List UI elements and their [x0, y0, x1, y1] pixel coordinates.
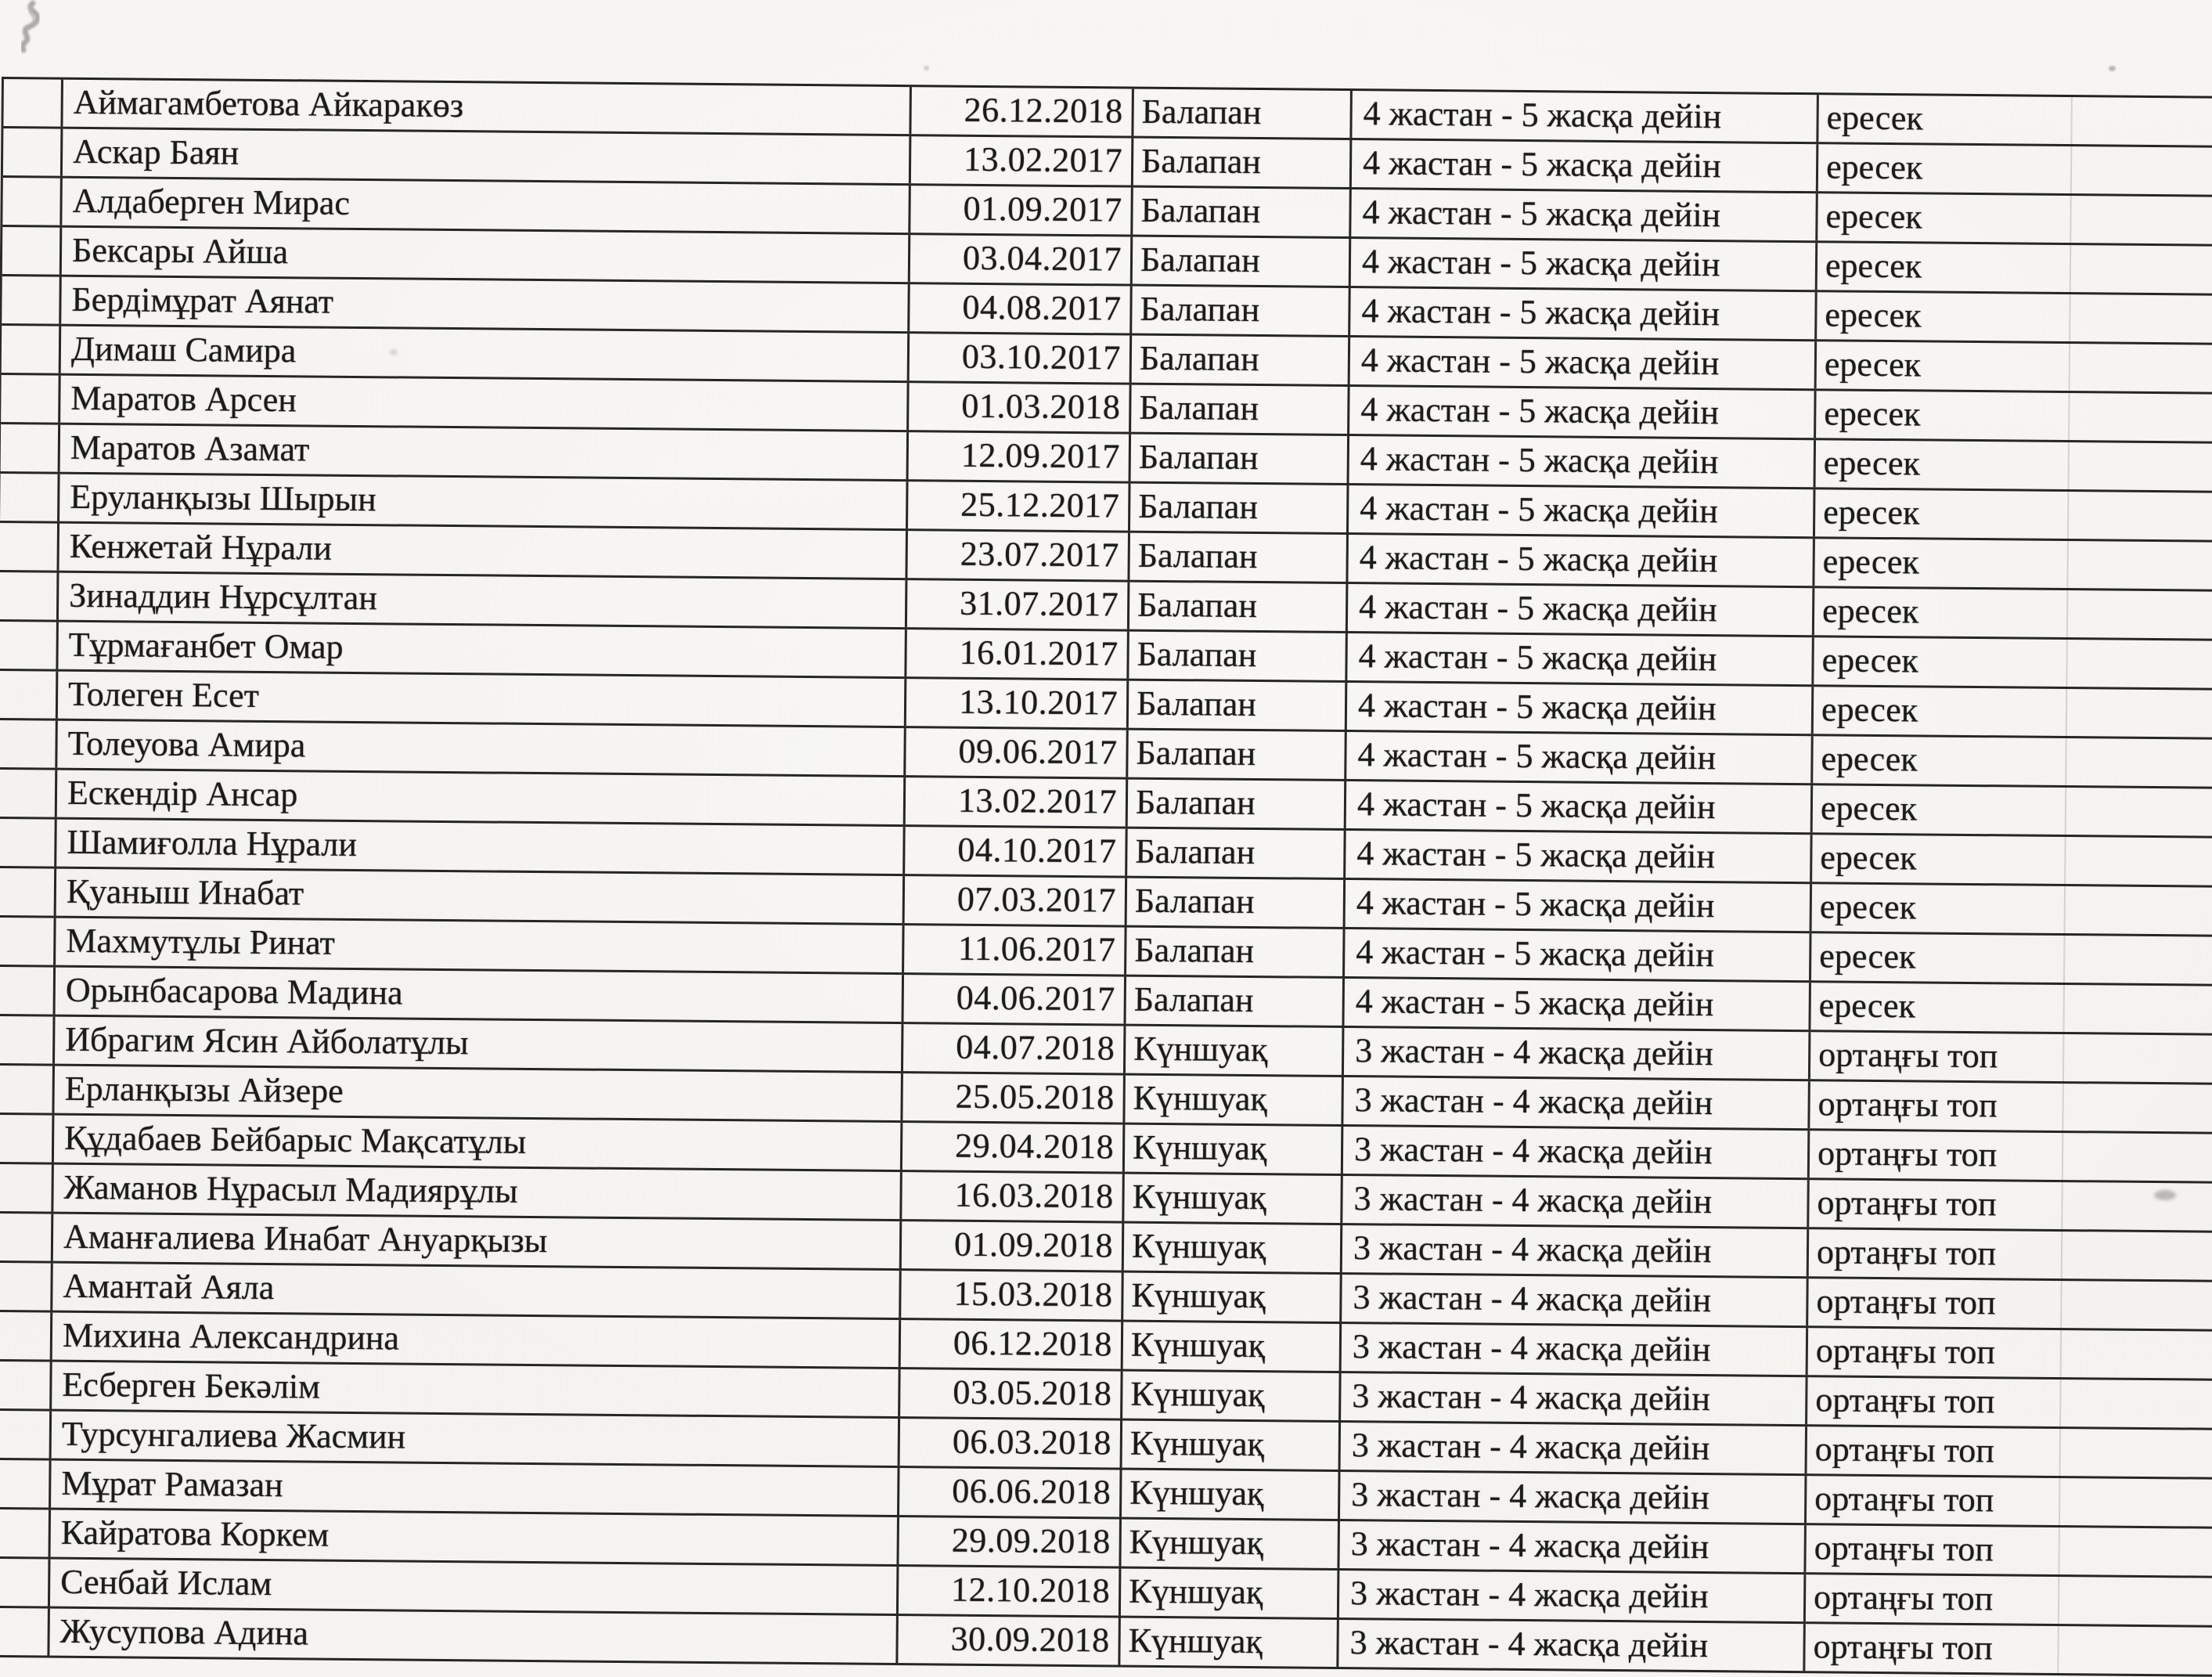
stage-cell: ортаңғы топ — [1807, 1180, 2062, 1229]
age-range-cell: 4 жастан - 5 жасқа дейін — [1347, 387, 1814, 438]
name-cell: Маратов Азамат — [58, 425, 906, 479]
name-cell: Бердімұрат Аянат — [59, 277, 907, 331]
dob-cell: 23.07.2017 — [905, 531, 1128, 579]
name-cell: Махмутұлы Ринат — [53, 918, 902, 972]
stage-cell: ересек — [1811, 637, 2066, 687]
row-number-cell — [0, 523, 57, 571]
age-range-cell: 3 жастан - 4 жасқа дейін — [1336, 1620, 1803, 1671]
dob-cell: 13.02.2017 — [903, 777, 1126, 826]
row-number-cell — [2, 227, 60, 275]
trailing-cell — [2069, 344, 2212, 392]
group-cell: Күншуақ — [1122, 1224, 1341, 1272]
trailing-cell — [2068, 393, 2212, 442]
trailing-cell — [2065, 788, 2212, 836]
dob-cell: 07.03.2017 — [902, 876, 1126, 925]
group-cell: Балапан — [1126, 780, 1345, 828]
age-range-cell: 3 жастан - 4 жасқа дейін — [1337, 1571, 1804, 1621]
name-cell: Тұрмағанбет Омар — [56, 622, 904, 676]
stage-cell: ортаңғы топ — [1805, 1426, 2060, 1476]
group-cell: Балапан — [1124, 928, 1343, 976]
group-cell: Балапан — [1123, 977, 1342, 1026]
age-range-cell: 4 жастан - 5 жасқа дейін — [1342, 979, 1809, 1030]
age-range-cell: 4 жастан - 5 жасқа дейін — [1348, 337, 1815, 388]
dob-cell: 30.09.2018 — [895, 1616, 1119, 1664]
stage-cell: ересек — [1810, 835, 2065, 884]
stage-cell: ересек — [1811, 687, 2066, 736]
group-cell: Балапан — [1126, 681, 1346, 730]
group-cell: Күншуақ — [1122, 1076, 1342, 1124]
group-cell: Күншуақ — [1120, 1372, 1339, 1420]
row-number-cell — [2, 178, 60, 225]
age-range-cell: 4 жастан - 5 жасқа дейін — [1345, 683, 1812, 734]
name-cell: Аманғалиева Инабат Ануарқызы — [51, 1214, 899, 1268]
row-number-cell — [2, 276, 59, 324]
dob-cell: 04.06.2017 — [902, 975, 1125, 1023]
name-cell: Турсунгалиева Жасмин — [49, 1412, 898, 1466]
name-cell: Бексары Айша — [59, 228, 908, 282]
trailing-cell — [2058, 1577, 2212, 1625]
group-cell: Күншуақ — [1120, 1421, 1339, 1470]
trailing-cell — [2064, 886, 2212, 935]
trailing-cell — [2070, 146, 2212, 195]
dob-cell: 13.02.2017 — [909, 136, 1132, 185]
name-cell: Михина Александрина — [50, 1313, 899, 1367]
name-cell: Кенжетай Нұрали — [56, 524, 905, 578]
children-roster-table — [0, 77, 2212, 1677]
row-number-cell — [0, 474, 58, 521]
trailing-cell — [2069, 294, 2212, 343]
age-range-cell: 3 жастан - 4 жасқа дейін — [1339, 1275, 1807, 1325]
dob-cell: 03.05.2018 — [898, 1369, 1121, 1418]
stage-cell: ересек — [1809, 933, 2064, 983]
name-cell: Алдаберген Мирас — [59, 179, 908, 233]
stage-cell: ортаңғы топ — [1803, 1525, 2059, 1574]
row-number-cell — [0, 819, 55, 867]
age-range-cell: 3 жастан - 4 жасқа дейін — [1342, 1028, 1809, 1079]
group-cell: Күншуақ — [1121, 1322, 1340, 1371]
age-range-cell: 4 жастан - 5 жасқа дейін — [1346, 485, 1814, 536]
dob-cell: 13.10.2017 — [904, 679, 1127, 727]
group-cell: Балапан — [1127, 533, 1346, 582]
dob-cell: 06.06.2018 — [897, 1468, 1120, 1517]
name-cell: Қуаныш Инабат — [54, 869, 902, 923]
dob-cell: 01.09.2017 — [908, 186, 1131, 234]
name-cell: Шамиғолла Нұрали — [54, 820, 902, 874]
group-cell: Балапан — [1129, 336, 1349, 384]
age-range-cell: 4 жастан - 5 жасқа дейін — [1342, 929, 1810, 980]
age-range-cell: 3 жастан - 4 жасқа дейін — [1338, 1423, 1806, 1473]
stage-cell: ортаңғы топ — [1806, 1328, 2061, 1377]
trailing-cell — [2065, 738, 2212, 787]
row-number-cell — [0, 1164, 52, 1212]
trailing-cell — [2058, 1527, 2212, 1576]
group-cell: Балапан — [1130, 237, 1349, 286]
pencil-smudge — [6, 0, 61, 70]
dob-cell: 25.12.2017 — [906, 481, 1129, 530]
dob-cell: 06.03.2018 — [898, 1419, 1121, 1467]
stage-cell: ортаңғы топ — [1807, 1081, 2062, 1131]
trailing-cell — [2059, 1429, 2212, 1477]
stage-cell: ересек — [1816, 95, 2071, 144]
dob-cell: 31.07.2017 — [905, 580, 1128, 629]
trailing-cell — [2062, 985, 2212, 1033]
age-range-cell: 4 жастан - 5 жасқа дейін — [1345, 633, 1812, 684]
stage-cell: ересек — [1812, 539, 2067, 588]
row-number-cell — [0, 1016, 53, 1064]
age-range-cell: 3 жастан - 4 жасқа дейін — [1340, 1225, 1807, 1276]
trailing-cell — [2059, 1379, 2212, 1428]
stage-cell: ортаңғы топ — [1807, 1131, 2062, 1180]
age-range-cell: 3 жастан - 4 жасқа дейін — [1338, 1472, 1805, 1523]
stage-cell: ортаңғы топ — [1807, 1229, 2062, 1278]
stage-cell: ересек — [1814, 292, 2070, 341]
group-cell: Балапан — [1131, 139, 1350, 187]
name-cell: Орынбасарова Мадина — [53, 968, 902, 1022]
stage-cell: ересек — [1810, 884, 2065, 933]
age-range-cell: 3 жастан - 4 жасқа дейін — [1341, 1077, 1808, 1128]
age-range-cell: 3 жастан - 4 жасқа дейін — [1339, 1324, 1807, 1375]
trailing-cell — [2057, 1626, 2212, 1675]
trailing-cell — [2062, 1084, 2212, 1132]
age-range-cell: 4 жастан - 5 жасқа дейін — [1344, 781, 1811, 832]
age-range-cell: 3 жастан - 4 жасқа дейін — [1341, 1127, 1808, 1178]
stage-cell: ересек — [1813, 489, 2068, 539]
dob-cell: 09.06.2017 — [903, 728, 1126, 777]
ink-speck — [2109, 66, 2116, 71]
name-cell: Жусупова Адина — [47, 1609, 895, 1663]
trailing-cell — [2068, 442, 2212, 491]
dob-cell: 04.07.2018 — [901, 1024, 1124, 1073]
dob-cell: 04.08.2017 — [907, 284, 1130, 333]
trailing-cell — [2070, 196, 2212, 244]
row-number-cell — [0, 1214, 51, 1261]
trailing-cell — [2063, 936, 2212, 984]
age-range-cell: 4 жастан - 5 жасқа дейін — [1349, 140, 1817, 191]
name-cell: Мұрат Рамазан — [49, 1461, 897, 1515]
stage-cell: ортаңғы топ — [1806, 1278, 2061, 1328]
row-number-cell — [0, 1608, 48, 1656]
group-cell: Күншуақ — [1119, 1569, 1338, 1617]
dob-cell: 01.09.2018 — [899, 1221, 1122, 1270]
dob-cell: 11.06.2017 — [902, 925, 1125, 974]
trailing-cell — [2060, 1330, 2212, 1379]
name-cell: Есберген Бекәлім — [49, 1362, 898, 1416]
age-range-cell: 4 жастан - 5 жасқа дейін — [1349, 239, 1816, 290]
name-cell: Жаманов Нұрасыл Мадиярұлы — [51, 1165, 899, 1219]
stage-cell: ортаңғы топ — [1803, 1624, 2058, 1673]
ink-speck — [924, 66, 929, 70]
name-cell: Ерланқызы Айзере — [52, 1066, 900, 1120]
group-cell: Балапан — [1126, 730, 1345, 779]
row-number-cell — [0, 770, 55, 817]
name-cell: Димаш Самира — [59, 326, 907, 380]
trailing-cell — [2067, 492, 2212, 540]
name-cell: Зинаддин Нұрсұлтан — [56, 573, 905, 627]
age-range-cell: 4 жастан - 5 жасқа дейін — [1349, 189, 1816, 240]
age-range-cell: 4 жастан - 5 жасқа дейін — [1343, 880, 1810, 931]
dob-cell: 15.03.2018 — [899, 1271, 1122, 1319]
age-range-cell: 4 жастан - 5 жасқа дейін — [1347, 436, 1814, 487]
row-number-cell — [0, 918, 54, 965]
age-range-cell: 4 жастан - 5 жасқа дейін — [1343, 831, 1810, 882]
trailing-cell — [2066, 689, 2212, 738]
row-number-cell — [3, 79, 61, 127]
name-cell: Толеген Есет — [56, 672, 904, 726]
dob-cell: 16.01.2017 — [904, 629, 1127, 678]
row-number-cell — [0, 1411, 49, 1459]
trailing-cell — [2062, 1034, 2212, 1083]
trailing-cell — [2066, 590, 2212, 639]
dob-cell: 29.09.2018 — [896, 1517, 1119, 1566]
dob-cell: 29.04.2018 — [900, 1123, 1123, 1171]
stage-cell: ортаңғы топ — [1805, 1377, 2060, 1426]
group-cell: Күншуақ — [1122, 1125, 1342, 1174]
dob-cell: 16.03.2018 — [899, 1172, 1122, 1221]
stage-cell: ересек — [1814, 391, 2069, 440]
age-range-cell: 4 жастан - 5 жасқа дейін — [1346, 535, 1813, 586]
stage-cell: ересек — [1816, 144, 2071, 193]
name-cell: Аймагамбетова Айкаракөз — [60, 80, 909, 134]
trailing-cell — [2061, 1182, 2212, 1231]
dob-cell: 12.09.2017 — [906, 432, 1129, 481]
stage-cell: ересек — [1810, 736, 2066, 785]
dob-cell: 01.03.2018 — [906, 383, 1129, 431]
group-cell: Күншуақ — [1121, 1273, 1340, 1322]
dob-cell: 25.05.2018 — [900, 1073, 1123, 1122]
trailing-cell — [2061, 1232, 2212, 1280]
age-range-cell: 3 жастан - 4 жасқа дейін — [1337, 1521, 1804, 1572]
stage-cell: ересек — [1810, 785, 2066, 835]
stage-cell: ересек — [1815, 193, 2070, 243]
name-cell: Аскар Баян — [60, 129, 909, 183]
row-number-cell — [3, 128, 61, 176]
group-cell: Балапан — [1130, 188, 1349, 236]
row-number-cell — [0, 1115, 52, 1163]
group-cell: Балапан — [1129, 385, 1348, 434]
row-number-cell — [0, 1559, 48, 1607]
group-cell: Күншуақ — [1119, 1470, 1338, 1519]
row-number-cell — [1, 424, 59, 472]
group-cell: Балапан — [1128, 484, 1347, 532]
trailing-cell — [2070, 97, 2212, 146]
row-number-cell — [0, 967, 53, 1015]
row-number-cell — [0, 720, 56, 768]
dob-cell: 12.10.2018 — [896, 1567, 1119, 1615]
stage-cell: ортаңғы топ — [1804, 1476, 2059, 1525]
row-number-cell — [0, 1312, 50, 1360]
group-cell: Балапан — [1127, 582, 1346, 631]
row-number-cell — [0, 1066, 52, 1113]
group-cell: Балапан — [1125, 829, 1344, 878]
dob-cell: 26.12.2018 — [909, 87, 1132, 135]
row-number-cell — [0, 1509, 49, 1557]
age-range-cell: 4 жастан - 5 жасқа дейін — [1346, 584, 1813, 635]
row-number-cell — [0, 622, 56, 669]
row-number-cell — [1, 375, 59, 423]
row-number-cell — [0, 1361, 50, 1409]
row-number-cell — [0, 1460, 49, 1508]
row-number-cell — [0, 1263, 51, 1311]
trailing-cell — [2062, 1133, 2212, 1181]
row-number-cell — [0, 868, 54, 916]
stage-cell: ересек — [1814, 341, 2070, 391]
name-cell: Ибрагим Ясин Айболатұлы — [52, 1017, 901, 1071]
trailing-cell — [2070, 245, 2212, 294]
age-range-cell: 4 жастан - 5 жасқа дейін — [1348, 288, 1815, 339]
trailing-cell — [2066, 640, 2212, 688]
trailing-cell — [2064, 837, 2212, 885]
group-cell: Балапан — [1131, 89, 1350, 138]
stage-cell: ересек — [1808, 983, 2063, 1032]
dob-cell: 06.12.2018 — [899, 1320, 1122, 1369]
dob-cell: 04.10.2017 — [902, 827, 1126, 875]
name-cell: Еруланқызы Шырын — [57, 474, 906, 528]
group-cell: Күншуақ — [1122, 1174, 1341, 1223]
row-number-cell — [0, 572, 56, 620]
name-cell: Кайратова Коркем — [49, 1510, 897, 1564]
stage-cell: ересек — [1814, 440, 2069, 489]
group-cell: Балапан — [1125, 878, 1344, 927]
group-cell: Балапан — [1126, 632, 1346, 680]
name-cell: Құдабаев Бейбарыс Мақсатұлы — [52, 1116, 900, 1170]
trailing-cell — [2066, 541, 2212, 590]
name-cell: Толеуова Амира — [55, 721, 903, 775]
stage-cell: ересек — [1812, 588, 2067, 637]
age-range-cell: 3 жастан - 4 жасқа дейін — [1340, 1176, 1807, 1227]
row-number-cell — [0, 671, 56, 719]
name-cell: Амантай Аяла — [50, 1264, 899, 1318]
age-range-cell: 4 жастан - 5 жасқа дейін — [1344, 732, 1811, 783]
group-cell: Балапан — [1129, 287, 1349, 335]
group-cell: Күншуақ — [1119, 1520, 1338, 1568]
dob-cell: 03.10.2017 — [907, 334, 1130, 382]
group-cell: Күншуақ — [1118, 1618, 1337, 1667]
stage-cell: ортаңғы топ — [1808, 1032, 2063, 1081]
stage-cell: ересек — [1815, 243, 2070, 292]
group-cell: Күншуақ — [1123, 1026, 1342, 1075]
name-cell: Ескендір Ансар — [55, 770, 903, 824]
age-range-cell: 3 жастан - 4 жасқа дейін — [1338, 1373, 1806, 1424]
stage-cell: ортаңғы топ — [1803, 1574, 2059, 1624]
row-number-cell — [2, 326, 59, 373]
trailing-cell — [2060, 1281, 2212, 1329]
trailing-cell — [2059, 1478, 2212, 1527]
age-range-cell: 4 жастан - 5 жасқа дейін — [1349, 91, 1817, 142]
group-cell: Балапан — [1129, 435, 1348, 483]
name-cell: Сенбай Ислам — [48, 1560, 896, 1614]
name-cell: Маратов Арсен — [58, 376, 906, 430]
dob-cell: 03.04.2017 — [908, 235, 1131, 283]
